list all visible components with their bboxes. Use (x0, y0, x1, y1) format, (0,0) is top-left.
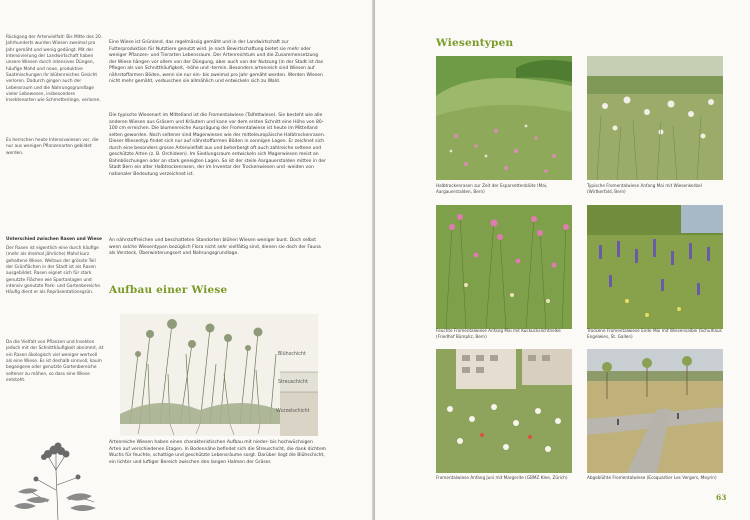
caption-5: Fromentalwiese Anfang Juni mit Margerite (GBMZ Klee, Zürich) (436, 475, 568, 480)
caption-3: Feuchte Fromentalwiese Anfang Mai mit Kuckuckslichtnelke (Friedhof Bümpliz, Bern) (436, 328, 561, 339)
yarrow-sketch-illustration (8, 430, 104, 520)
label-streuschicht: Streuschicht (278, 380, 308, 385)
intro-paragraph: Eine Wiese ist Grünland, das regelmässig gemäht und in der Landwirtschaft zur Futterproduktion für Nutztiere genutzt wird. Je nach Bewirtschaftung bietet sie mehr oder weniger Pflanzen- und Tierarten Lebensraum. Der Artenreichtum und die Zusammensetzung der Wiese hängen vor allem von der Düngung, aber auch von der Nutzung (in der Stadt ist das Pflegen als von Schnitthäufigkeit, -höhe und -termin. Besonders artenreich sind Wiesen auf nährstoffarmen Böden, wenn sie nur ein- bis zweimal pro Jahr gemäht werden. Werden Wiesen nicht mehr gemäht, verbuschen sie allmählich und entwickeln sich zu Wald. (109, 40, 324, 85)
photo-halbtrockenrasen (436, 56, 572, 180)
photo-margerite (436, 349, 572, 473)
wiesentypen-heading: Wiesentypen (436, 37, 514, 49)
label-bluehschicht: Blühschicht (278, 352, 306, 357)
page-number: 63 (716, 493, 727, 502)
structure-paragraph: Artenreiche Wiesen haben einen charakteristischen Aufbau mit nieder- bis hochwüchsigen Arten auf verschiedenen Etagen. In Bodennähe befindet sich die Streuschicht, die dank dichtem Wuchs für feuchte, schattige und geschützte Lebensräume sorgt. Darüber liegt die Blühschicht, ein lichter und luftiger Bereich zwischen den langen Halmen der Gräser. (109, 440, 326, 465)
photo-wiesensalbei (587, 205, 723, 329)
sidebar-text-decline: Rückgang der Artenvielfalt: Bis Mitte des 20. Jahrhunderts wurden Wiesen zweimal pro Jahr gemäht und wenig gedüngt. Mit der Intensivierung der Landwirtschaft haben unsere Wiesen durch intensives Düngen, häufige Mahd und neue, produktive Saatmischungen ihr blütenreiches Gesicht verloren. Dadurch gingen auch der Lebensraum und die Nahrungsgrundlage vieler Lebewesen, insbesondere Insektenarten wie Schmetterlinge, verloren. (6, 35, 103, 104)
aufbau-heading: Aufbau einer Wiese (109, 284, 228, 296)
caption-4: Trockene Fromentalwiese Ende Mai mit Wiesensalbei (Schulhaus Engelwies, St. Gallen) (587, 328, 722, 339)
caption-1: Halbtrockenrasen zur Zeit der Esparsettenblüte (Mai, Aargauerstalden, Bern) (436, 183, 548, 194)
label-wurzelschicht: Wurzelschicht (276, 409, 310, 414)
fromental-paragraph: Die typische Wiesenart im Mittelland ist die Fromentalwiese (Talfettwiese). Sie besteht wie alle anderen Wiesen aus Gräsern und Kräutern und kann vor dem ersten Schnitt eine Höhe von 80–100 cm erreichen. Die blumenreiche Ausprägung der Fromentalwiese ist heute im Mittelland selten geworden. Noch seltener sind Magerwiesen wie der mitteleuropäische Halbtrockenrasen. Dieser Wiesentyp findet sich nur auf nährstoffarmen Böden in sonnigen Lagen. Er zeichnet sich durch eine besonders grosse Artenvielfalt aus und beherbergt oft auch zahlreiche seltene und geschützte Arten (z. B. Orchideen). Im Siedlungsraum entwickeln sich Magerwiesen meist an Bahnböschungen oder an stark geneigten Lagen. So ist der steile Aargauerstalden mitten in der Stadt Bern ein alter Halbtrockenrasen, der im Inventar der Trockenwiesen und -weiden von nationaler Bedeutung verzeichnet ist. (109, 113, 326, 177)
photo-abgebluehte-wiese (587, 349, 723, 473)
caption-6: Abgeblühte Fromentalwiese (Ecoquartier Les Vergers, Meyrin) (587, 475, 717, 480)
sidebar-text-intensive: Es herrschen heute Intensivwiesen vor, die nur aus wenigen Pflanzenarten gebildet werden. (6, 138, 99, 156)
sidebar-text-diversity: Da die Vielfalt von Pflanzen und Insekten jedoch mit der Schnitthäufigkeit abnimmt, ist ein Rasen ökologisch viel weniger wertvoll als eine Wiese. Es ist deshalb sinnvoll, kaum begangene oder genutzte Gartenbereiche seltener zu mähen, so dass eine Wiese entsteht. (6, 340, 104, 384)
meadow-structure-diagram (120, 314, 318, 436)
sidebar-rasen-wiese: Unterschied zwischen Rasen und Wiese Der Rasen ist eigentlich eine durch häufige (mehr als dreimal jährliche) Mahd kurz gehaltene Wiese. Weitaus der grösste Teil der Grünflächen in der Stadt ist als Rasen ausgebildet. Rasen eignet sich für stark genutzte Flächen wie Sportanlagen und intensiv genutzte Park- und Gartenbereiche. Häufig dient er als Repräsentationsgrün. (6, 237, 104, 299)
nutrient-paragraph: An nährstoffreichen und beschatteten Standorten blühen Wiesen weniger bunt. Doch selbst wenn solche Wiesentypen bezüglich Flora nicht sehr vielfältig sind, dienen sie doch der Fauna als Versteck, Überwinterungsort und Nahrungsgrundlage. (109, 238, 321, 257)
caption-2: Typische Fromentalwiese Anfang Mai mit Wiesenkerbel (Wirtkerfald, Bern) (587, 183, 702, 194)
sidebar-heading: Unterschied zwischen Rasen und Wiese (6, 237, 102, 242)
photo-wiesenkerbel (587, 56, 723, 180)
photo-kuckuckslichtnelke (436, 205, 572, 329)
